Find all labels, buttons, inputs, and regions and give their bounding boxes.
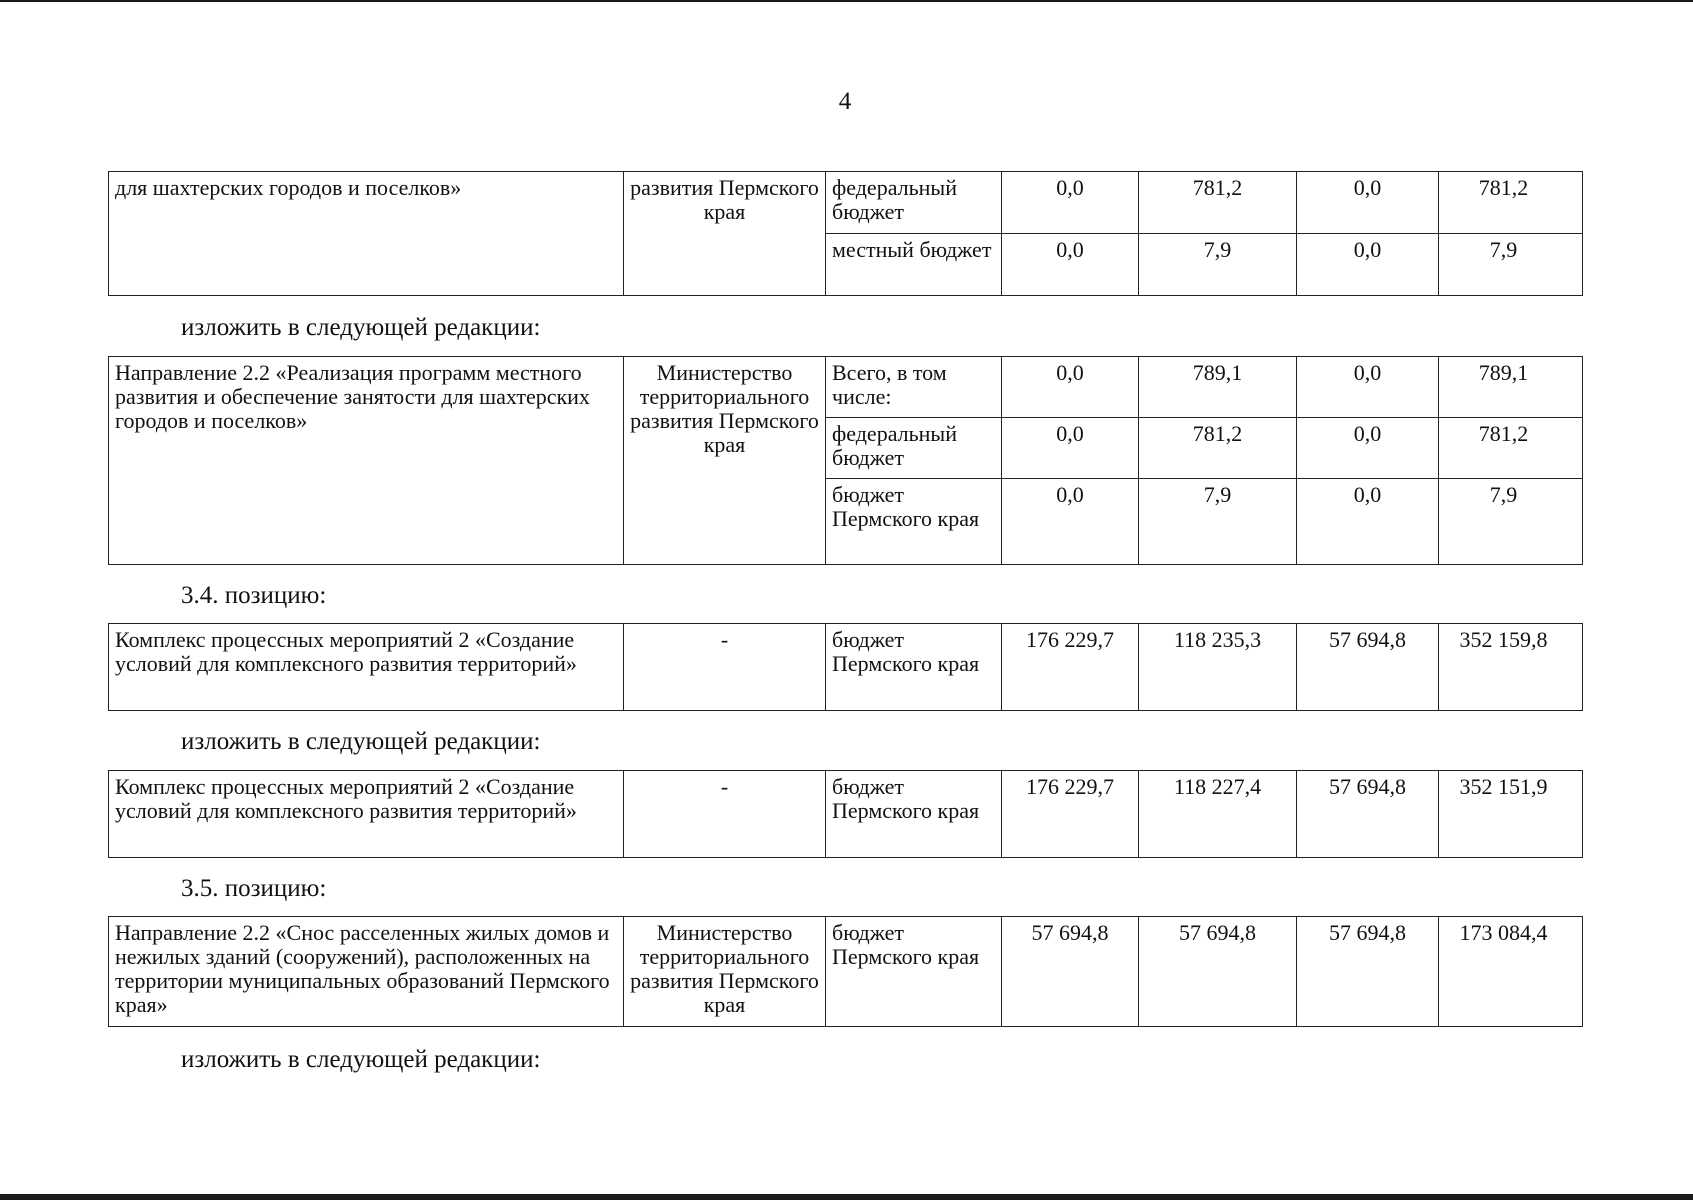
funding-source-cell: бюджет Пермского края — [826, 624, 1002, 711]
heading-amend-3: изложить в следующей редакции: — [181, 1046, 541, 1073]
value-year2-cell: 781,2 — [1139, 172, 1297, 234]
table-row — [109, 624, 1583, 711]
value-year3-cell: 0,0 — [1297, 479, 1439, 565]
program-name-cell: Направление 2.2 «Снос расселенных жилых домов и нежилых зданий (сооружений), расположенных на территории муниципальных образований Пермского края» — [109, 917, 624, 1027]
program-name-cell: для шахтерских городов и поселков» — [109, 172, 624, 296]
value-year1-cell: 0,0 — [1002, 418, 1139, 479]
heading-position-3-4: 3.4. позицию: — [181, 582, 327, 609]
value-total-cell: 7,9 — [1439, 479, 1583, 565]
scan-edge-top — [0, 0, 1693, 2]
funding-source-cell: бюджет Пермского края — [826, 917, 1002, 1027]
funding-source-cell: Всего, в том числе: — [826, 357, 1002, 418]
table-row — [109, 357, 1583, 418]
value-year2-cell: 789,1 — [1139, 357, 1297, 418]
table-1-continuation — [108, 171, 1583, 296]
executor-cell: Министерство территориального развития Пермского края — [624, 357, 826, 565]
funding-source-cell: местный бюджет — [826, 234, 1002, 296]
executor-cell: Министерство территориального развития Пермского края — [624, 917, 826, 1027]
value-year1-cell: 0,0 — [1002, 234, 1139, 296]
value-year3-cell: 0,0 — [1297, 418, 1439, 479]
value-year1-cell: 0,0 — [1002, 172, 1139, 234]
value-year3-cell: 57 694,8 — [1297, 917, 1439, 1027]
scan-edge-bottom — [0, 1194, 1693, 1200]
heading-position-3-5: 3.5. позицию: — [181, 875, 327, 902]
table-3-position — [108, 623, 1583, 711]
heading-amend-2: изложить в следующей редакции: — [181, 728, 541, 755]
value-total-cell: 781,2 — [1439, 418, 1583, 479]
value-year2-cell: 57 694,8 — [1139, 917, 1297, 1027]
table-row — [109, 917, 1583, 1027]
table-2-new-edition — [108, 356, 1583, 565]
funding-source-cell: федеральный бюджет — [826, 172, 1002, 234]
value-year3-cell: 57 694,8 — [1297, 624, 1439, 711]
executor-cell: - — [624, 771, 826, 858]
value-year1-cell: 176 229,7 — [1002, 624, 1139, 711]
value-year1-cell: 176 229,7 — [1002, 771, 1139, 858]
table-4-new-edition — [108, 770, 1583, 858]
funding-source-cell: бюджет Пермского края — [826, 771, 1002, 858]
value-year2-cell: 781,2 — [1139, 418, 1297, 479]
funding-source-cell: федеральный бюджет — [826, 418, 1002, 479]
value-total-cell: 173 084,4 — [1439, 917, 1583, 1027]
value-total-cell: 7,9 — [1439, 234, 1583, 296]
value-year2-cell: 7,9 — [1139, 234, 1297, 296]
value-year3-cell: 0,0 — [1297, 234, 1439, 296]
value-year3-cell: 0,0 — [1297, 172, 1439, 234]
executor-cell: - — [624, 624, 826, 711]
value-year3-cell: 57 694,8 — [1297, 771, 1439, 858]
program-name-cell: Комплекс процессных мероприятий 2 «Создание условий для комплексного развития территорий» — [109, 771, 624, 858]
funding-source-cell: бюджет Пермского края — [826, 479, 1002, 565]
table-row — [109, 172, 1583, 234]
value-year2-cell: 118 227,4 — [1139, 771, 1297, 858]
table-row — [109, 771, 1583, 858]
program-name-cell: Комплекс процессных мероприятий 2 «Создание условий для комплексного развития территорий» — [109, 624, 624, 711]
value-year3-cell: 0,0 — [1297, 357, 1439, 418]
heading-amend-1: изложить в следующей редакции: — [181, 314, 541, 341]
table-5-position — [108, 916, 1583, 1027]
value-total-cell: 352 159,8 — [1439, 624, 1583, 711]
value-year1-cell: 57 694,8 — [1002, 917, 1139, 1027]
value-total-cell: 781,2 — [1439, 172, 1583, 234]
value-year1-cell: 0,0 — [1002, 357, 1139, 418]
program-name-cell: Направление 2.2 «Реализация программ местного развития и обеспечение занятости для шахтерских городов и поселков» — [109, 357, 624, 565]
value-year2-cell: 7,9 — [1139, 479, 1297, 565]
value-year1-cell: 0,0 — [1002, 479, 1139, 565]
executor-cell: развития Пермского края — [624, 172, 826, 296]
value-year2-cell: 118 235,3 — [1139, 624, 1297, 711]
value-total-cell: 352 151,9 — [1439, 771, 1583, 858]
page-number: 4 — [838, 88, 852, 115]
value-total-cell: 789,1 — [1439, 357, 1583, 418]
